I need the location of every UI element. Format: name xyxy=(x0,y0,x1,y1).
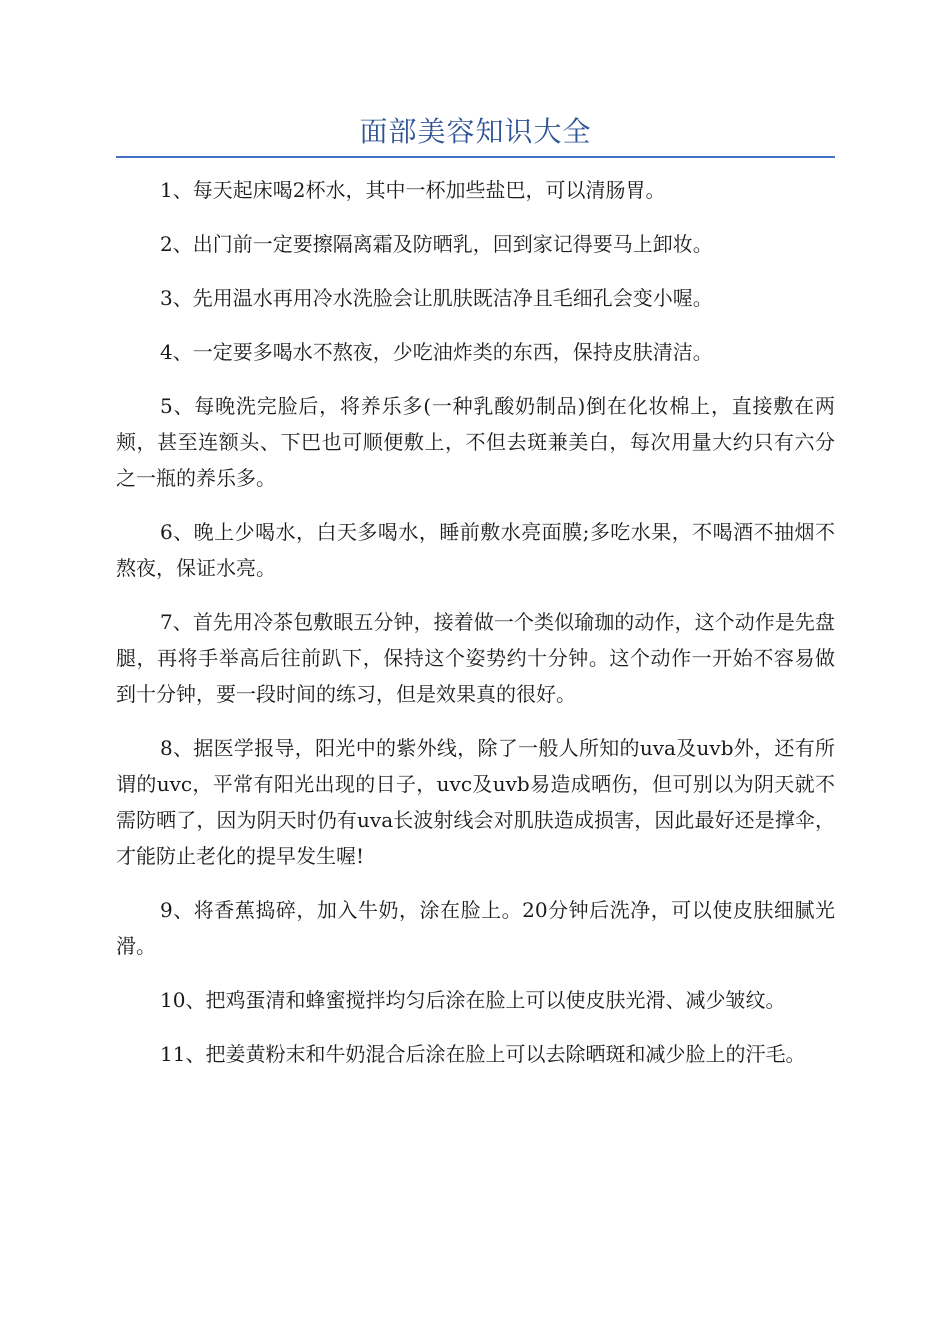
paragraph-7: 7、首先用冷茶包敷眼五分钟，接着做一个类似瑜珈的动作，这个动作是先盘腿，再将手举高后往前趴下，保持这个姿势约十分钟。这个动作一开始不容易做到十分钟，要一段时间的练习，但是效果真的很好。 xyxy=(116,610,835,706)
paragraph-6: 6、晚上少喝水，白天多喝水，睡前敷水亮面膜;多吃水果，不喝酒不抽烟不熬夜，保证水亮。 xyxy=(116,520,835,580)
paragraph-11: 11、把姜黄粉末和牛奶混合后涂在脸上可以去除晒斑和减少脸上的汗毛。 xyxy=(160,1042,806,1066)
paragraph-10: 10、把鸡蛋清和蜂蜜搅拌均匀后涂在脸上可以使皮肤光滑、减少皱纹。 xyxy=(160,988,786,1012)
page-title: 面部美容知识大全 xyxy=(359,115,592,148)
paragraph-5: 5、每晚洗完脸后，将养乐多(一种乳酸奶制品)倒在化妆棉上，直接敷在两颊，甚至连额头、下巴也可顺便敷上，不但去斑兼美白，每次用量大约只有六分之一瓶的养乐多。 xyxy=(116,394,835,490)
title-block xyxy=(116,112,835,158)
paragraph-3: 3、先用温水再用冷水洗脸会让肌肤既洁净且毛细孔会变小喔。 xyxy=(160,286,713,310)
paragraph-1: 1、每天起床喝2杯水，其中一杯加些盐巴，可以清肠胃。 xyxy=(160,178,666,202)
paragraph-8: 8、据医学报导，阳光中的紫外线，除了一般人所知的uva及uvb外，还有所谓的uvc，平常有阳光出现的日子，uvc及uvb易造成晒伤，但可别以为阴天就不需防晒了，因为阴天时仍有uva长波射线会对肌肤造成损害，因此最好还是撑伞，才能防止老化的提早发生喔! xyxy=(116,736,835,868)
paragraph-2: 2、出门前一定要擦隔离霜及防晒乳，回到家记得要马上卸妆。 xyxy=(160,232,713,256)
paragraph-9: 9、将香蕉捣碎，加入牛奶，涂在脸上。20分钟后洗净，可以使皮肤细腻光滑。 xyxy=(116,898,835,958)
document-body xyxy=(116,172,835,1090)
paragraph-4: 4、一定要多喝水不熬夜，少吃油炸类的东西，保持皮肤清洁。 xyxy=(160,340,713,364)
